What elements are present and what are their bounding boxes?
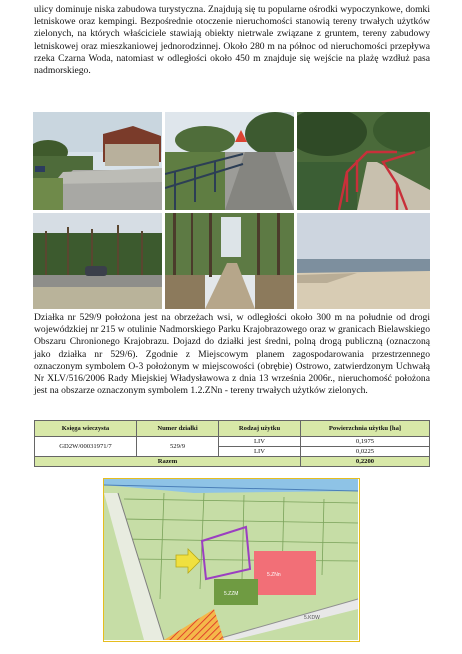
photo-bike-path-railing xyxy=(165,112,294,210)
parcel-table xyxy=(34,420,430,467)
cell-kw: GD2W/00031971/7 xyxy=(35,437,137,457)
map-label-zzm: 5.ZZM xyxy=(224,591,239,597)
cell-type: LIV xyxy=(219,437,301,447)
header-kw: Księga wieczysta xyxy=(35,421,137,437)
total-value: 0,2200 xyxy=(301,457,430,467)
map-label-kdw: 5.KDW xyxy=(304,615,320,621)
photo-road-forest-car xyxy=(33,213,162,309)
total-label: Razem xyxy=(35,457,301,467)
table-total-row xyxy=(35,457,430,467)
table-header-row xyxy=(35,421,430,437)
header-type: Rodzaj użytku xyxy=(219,421,301,437)
photo-beach-sea xyxy=(297,213,430,309)
header-area: Powierzchnia użytku [ha] xyxy=(301,421,430,437)
intro-paragraph: ulicy dominuje niska zabudowa turystyczna. Znajdują się tu popularne ośrodki wypoczynkowe, domki letniskowe oraz kempingi. Bezpośrednie otoczenie nieruchomości stanowią tereny trwałych użytków zielonych, na których właściciele stawiają obiekty nietrwale związane z gruntem, tereny zabudowy letniskowej oraz mieszkaniowej jednorodzinnej. Około 280 m na północ od nieruchomości przepływa rzeka Czarna Woda, natomiast w odległości około 450 m znajduje się wejście na plażę wzdłuż pasa nadmorskiego. xyxy=(34,4,430,77)
photo-red-bridge xyxy=(297,112,430,210)
cell-type: LIV xyxy=(219,447,301,457)
photo-forest-path xyxy=(165,213,294,309)
zoning-map xyxy=(103,478,360,642)
map-label-znn: 5.ZNn xyxy=(267,572,281,578)
description-paragraph: Działka nr 529/9 położona jest na obrzeżach wsi, w odległości około 300 m na południe od drogi wojewódzkiej nr 215 w otulinie Nadmorskiego Parku Krajobrazowego oraz w granicach Bielawskiego Obszaru Chronionego Krajobrazu. Dojazd do działki jest średni, polną drogą publiczną (oznaczoną jako działka nr 529/6). Zgodnie z Miejscowym planem zagospodarowania przestrzennego oznaczonym symbolem O-3 położonym w miejscowości (obrębie) Ostrowo, zatwierdzonym Uchwałą Nr XLV/516/2006 Rady Miejskiej Władysławowa z dnia 13 września 2006r., nieruchomość położona jest na obszarze oznaczonym symbolem 1.2.ZNn - tereny trwałych użytków zielonych. xyxy=(34,312,430,397)
cell-area: 0,1975 xyxy=(301,437,430,447)
photo-street-houses xyxy=(33,112,162,210)
cell-parcel: 529/9 xyxy=(137,437,219,457)
cell-area: 0,0225 xyxy=(301,447,430,457)
header-parcel: Numer działki xyxy=(137,421,219,437)
table-row xyxy=(35,437,430,447)
